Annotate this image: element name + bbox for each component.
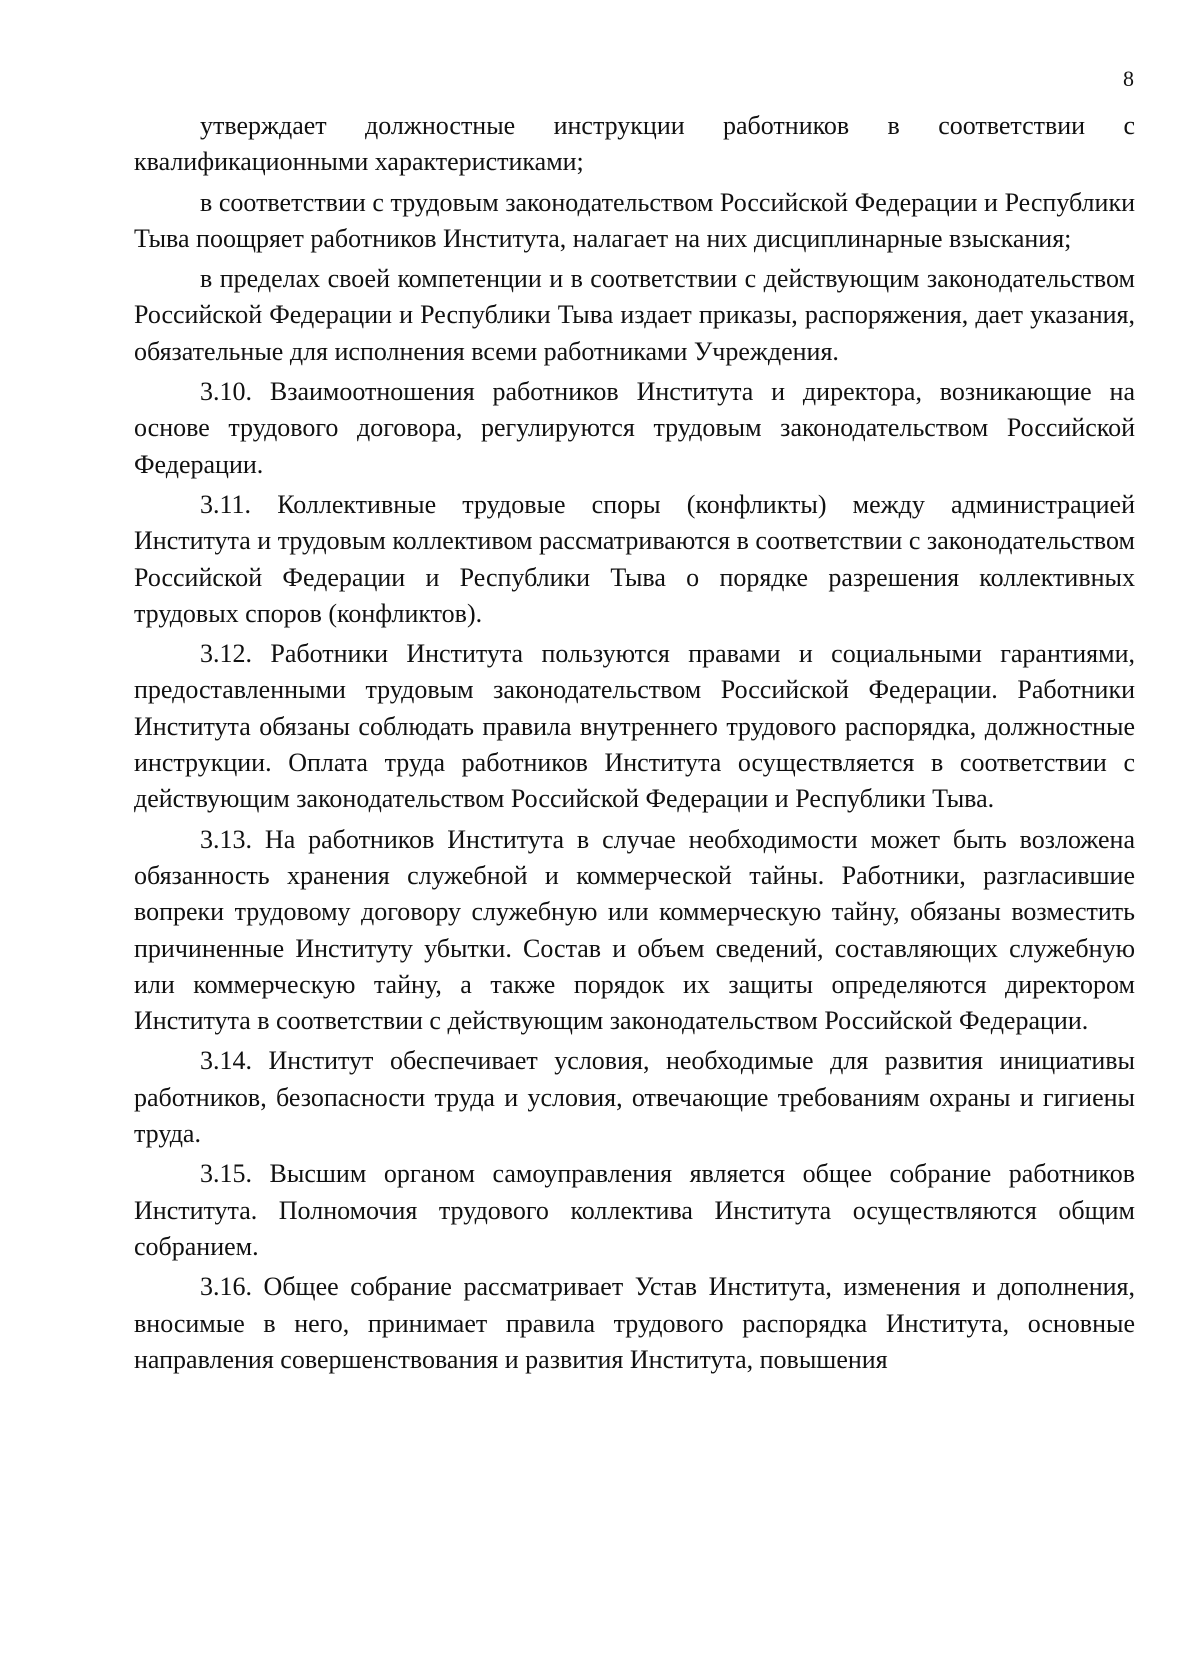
paragraph-3-11: 3.11. Коллективные трудовые споры (конфликты) между администрацией Института и трудовым коллективом рассматриваются в соответствии с законодательством Российской Федерации и Республики Тыва о порядке разрешения коллективных трудовых споров (конфликтов). <box>134 489 1135 628</box>
paragraph-3-16: 3.16. Общее собрание рассматривает Устав Института, изменения и дополнения, вносимые в него, принимает правила трудового распорядка Института, основные направления совершенствования и развития Института, повышения <box>134 1272 1135 1374</box>
paragraph-3-12: 3.12. Работники Института пользуются правами и социальными гарантиями, предоставленными трудовым законодательством Российской Федерации. Работники Института обязаны соблюдать правила внутреннего трудового распорядка, должностные инструкции. Оплата труда работников Института осуществляется в соответствии с действующим законодательством Российской Федерации и Республики Тыва. <box>134 639 1135 814</box>
paragraph-job-instructions: утверждает должностные инструкции работников в соответствии с квалификационными характеристиками; <box>134 111 1135 177</box>
document-body <box>134 108 1135 1378</box>
paragraph-orders: в пределах своей компетенции и в соответствии с действующим законодательством Российской Федерации и Республики Тыва издает приказы, распоряжения, дает указания, обязательные для исполнения всеми работниками Учреждения. <box>134 264 1135 366</box>
page-number: 8 <box>1123 66 1134 91</box>
paragraph-3-10: 3.10. Взаимоотношения работников Института и директора, возникающие на основе трудового договора, регулируются трудовым законодательством Российской Федерации. <box>134 377 1135 479</box>
paragraph-3-14: 3.14. Институт обеспечивает условия, необходимые для развития инициативы работников, безопасности труда и условия, отвечающие требованиям охраны и гигиены труда. <box>134 1046 1135 1149</box>
paragraph-3-13: 3.13. На работников Института в случае необходимости может быть возложена обязанность хранения служебной и коммерческой тайны. Работники, разгласившие вопреки трудовому договору служебную или коммерческую тайну, обязаны возместить причиненные Институту убытки. Состав и объем сведений, составляющих служебную или коммерческую тайну, а также порядок их защиты определяются директором Института в соответствии с действующим законодательством Российской Федерации. <box>134 824 1135 1036</box>
paragraph-incentives-penalties: в соответствии с трудовым законодательством Российской Федерации и Республики Тыва поощряет работников Института, налагает на них дисциплинарные взыскания; <box>134 187 1135 253</box>
paragraph-3-15: 3.15. Высшим органом самоуправления является общее собрание работников Института. Полномочия трудового коллектива Института осуществляются общим собранием. <box>134 1159 1135 1261</box>
